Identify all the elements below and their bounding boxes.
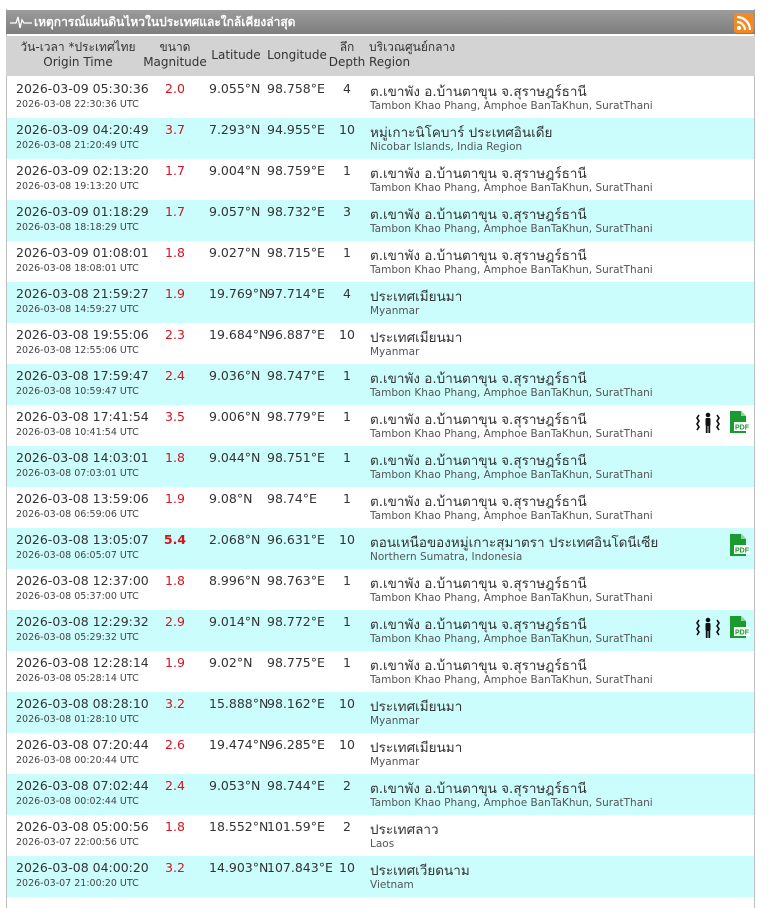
origin-time-utc: 2026-03-08 00:02:44 UTC — [16, 796, 139, 807]
table-row[interactable] — [7, 569, 754, 610]
depth-value: 1 — [343, 614, 351, 629]
felt-report-icon[interactable] — [695, 412, 721, 438]
table-row[interactable] — [7, 323, 754, 364]
depth-value: 4 — [343, 81, 351, 96]
region-english: Tambon Khao Phang, Amphoe BanTaKhun, SuratThani — [370, 510, 653, 522]
table-row[interactable] — [7, 610, 754, 651]
region-thai[interactable]: ประเทศเมียนมา — [370, 330, 463, 346]
magnitude-value: 1.9 — [165, 655, 185, 670]
panel-title: เหตุการณ์แผ่นดินไหวในประเทศและใกล้เคียงล่าสุด — [34, 15, 296, 29]
longitude-value: 98.772°E — [267, 614, 325, 629]
region-thai[interactable]: ประเทศเมียนมา — [370, 699, 463, 715]
col-latitude[interactable]: Latitude — [211, 48, 261, 62]
region-thai[interactable]: ต.เขาพัง อ.บ้านตาขุน จ.สุราษฎร์ธานี — [370, 494, 587, 510]
latitude-value: 9.044°N — [209, 450, 261, 465]
origin-time-utc: 2026-03-08 01:28:10 UTC — [16, 714, 139, 725]
col-longitude[interactable]: Longitude — [267, 48, 327, 62]
col-depth[interactable]: ลึก Depth — [328, 40, 366, 69]
origin-time-utc: 2026-03-08 07:03:01 UTC — [16, 468, 139, 479]
longitude-value: 107.843°E — [267, 860, 333, 875]
table-row[interactable] — [7, 733, 754, 774]
origin-time-local: 2026-03-08 13:59:06 — [16, 491, 149, 506]
region-thai[interactable]: ต.เขาพัง อ.บ้านตาขุน จ.สุราษฎร์ธานี — [370, 207, 587, 223]
origin-time-utc: 2026-03-08 10:41:54 UTC — [16, 427, 139, 438]
table-row[interactable] — [7, 405, 754, 446]
magnitude-value: 2.0 — [165, 81, 185, 96]
origin-time-utc: 2026-03-08 00:20:44 UTC — [16, 755, 139, 766]
origin-time-local: 2026-03-09 04:20:49 — [16, 122, 149, 137]
table-row[interactable] — [7, 282, 754, 323]
region-english: Tambon Khao Phang, Amphoe BanTaKhun, SuratThani — [370, 428, 653, 440]
region-thai[interactable]: ประเทศเมียนมา — [370, 289, 463, 305]
latitude-value: 18.552°N — [209, 819, 269, 834]
origin-time-local: 2026-03-08 21:59:27 — [16, 286, 149, 301]
origin-time-utc: 2026-03-08 05:28:14 UTC — [16, 673, 139, 684]
depth-value: 10 — [339, 122, 355, 137]
magnitude-value: 2.3 — [165, 327, 185, 342]
rss-icon[interactable] — [734, 13, 754, 33]
depth-value: 10 — [339, 532, 355, 547]
table-row[interactable] — [7, 446, 754, 487]
magnitude-value: 1.9 — [165, 286, 185, 301]
table-row[interactable] — [7, 487, 754, 528]
origin-time-utc: 2026-03-08 06:59:06 UTC — [16, 509, 139, 520]
region-thai[interactable]: ต.เขาพัง อ.บ้านตาขุน จ.สุราษฎร์ธานี — [370, 658, 587, 674]
region-thai[interactable]: ต.เขาพัง อ.บ้านตาขุน จ.สุราษฎร์ธานี — [370, 453, 587, 469]
depth-value: 1 — [343, 409, 351, 424]
origin-time-local: 2026-03-08 13:05:07 — [16, 532, 149, 547]
col-magnitude[interactable]: ขนาด Magnitude — [143, 40, 207, 69]
origin-time-utc: 2026-03-08 06:05:07 UTC — [16, 550, 139, 561]
table-row[interactable] — [7, 692, 754, 733]
col-region[interactable]: บริเวณศูนย์กลาง Region — [369, 40, 456, 69]
region-thai[interactable]: ต.เขาพัง อ.บ้านตาขุน จ.สุราษฎร์ธานี — [370, 166, 587, 182]
longitude-value: 98.74°E — [267, 491, 317, 506]
longitude-value: 98.775°E — [267, 655, 325, 670]
table-row[interactable] — [7, 77, 754, 118]
table-row[interactable] — [7, 528, 754, 569]
longitude-value: 98.715°E — [267, 245, 325, 260]
region-thai[interactable]: ประเทศเมียนมา — [370, 740, 463, 756]
depth-value: 10 — [339, 327, 355, 342]
longitude-value: 98.162°E — [267, 696, 325, 711]
origin-time-local: 2026-03-08 04:00:20 — [16, 860, 149, 875]
latitude-value: 19.769°N — [209, 286, 269, 301]
latitude-value: 19.474°N — [209, 737, 269, 752]
origin-time-utc: 2026-03-08 12:55:06 UTC — [16, 345, 139, 356]
origin-time-local: 2026-03-08 12:29:32 — [16, 614, 149, 629]
origin-time-utc: 2026-03-08 10:59:47 UTC — [16, 386, 139, 397]
depth-value: 1 — [343, 450, 351, 465]
longitude-value: 98.759°E — [267, 163, 325, 178]
region-english: Myanmar — [370, 346, 420, 358]
origin-time-local: 2026-03-08 19:55:06 — [16, 327, 149, 342]
longitude-value: 98.747°E — [267, 368, 325, 383]
region-english: Vietnam — [370, 879, 414, 891]
latitude-value: 9.08°N — [209, 491, 253, 506]
origin-time-utc: 2026-03-08 22:30:36 UTC — [16, 99, 139, 110]
latitude-value: 9.006°N — [209, 409, 261, 424]
origin-time-utc: 2026-03-08 05:37:00 UTC — [16, 591, 139, 602]
origin-time-local: 2026-03-08 17:59:47 — [16, 368, 149, 383]
origin-time-local: 2026-03-09 01:08:01 — [16, 245, 149, 260]
magnitude-value: 1.8 — [165, 573, 185, 588]
seismograph-icon — [10, 14, 32, 30]
origin-time-utc: 2026-03-08 14:59:27 UTC — [16, 304, 139, 315]
region-thai[interactable]: หมู่เกาะนิโคบาร์ ประเทศอินเดีย — [370, 125, 553, 141]
region-english: Tambon Khao Phang, Amphoe BanTaKhun, SuratThani — [370, 182, 653, 194]
latitude-value: 9.057°N — [209, 204, 261, 219]
svg-text:PDF: PDF — [735, 547, 749, 555]
longitude-value: 98.779°E — [267, 409, 325, 424]
pdf-icon[interactable] — [728, 533, 750, 561]
panel-titlebar — [6, 10, 755, 34]
pdf-icon[interactable] — [728, 615, 750, 643]
table-row[interactable] — [7, 118, 754, 159]
depth-value: 1 — [343, 163, 351, 178]
latitude-value: 9.02°N — [209, 655, 253, 670]
region-thai[interactable]: ต.เขาพัง อ.บ้านตาขุน จ.สุราษฎร์ธานี — [370, 617, 587, 633]
region-thai[interactable]: ต.เขาพัง อ.บ้านตาขุน จ.สุราษฎร์ธานี — [370, 248, 587, 264]
table-row[interactable] — [7, 364, 754, 405]
svg-text:PDF: PDF — [735, 629, 749, 637]
region-english: Tambon Khao Phang, Amphoe BanTaKhun, SuratThani — [370, 469, 653, 481]
longitude-value: 98.744°E — [267, 778, 325, 793]
origin-time-local: 2026-03-08 12:28:14 — [16, 655, 149, 670]
longitude-value: 97.714°E — [267, 286, 325, 301]
region-thai[interactable]: ต.เขาพัง อ.บ้านตาขุน จ.สุราษฎร์ธานี — [370, 576, 587, 592]
origin-time-local: 2026-03-09 05:30:36 — [16, 81, 149, 96]
table-row[interactable] — [7, 774, 754, 815]
region-english: Nicobar Islands, India Region — [370, 141, 523, 153]
table-header — [6, 36, 755, 76]
depth-value: 1 — [343, 655, 351, 670]
depth-value: 10 — [339, 737, 355, 752]
depth-value: 4 — [343, 286, 351, 301]
magnitude-value: 1.8 — [165, 819, 185, 834]
latitude-value: 9.004°N — [209, 163, 261, 178]
depth-value: 1 — [343, 573, 351, 588]
origin-time-local: 2026-03-08 12:37:00 — [16, 573, 149, 588]
region-english: Tambon Khao Phang, Amphoe BanTaKhun, SuratThani — [370, 592, 653, 604]
origin-time-utc: 2026-03-08 18:08:01 UTC — [16, 263, 139, 274]
table-row[interactable] — [7, 856, 754, 897]
magnitude-value: 1.8 — [165, 450, 185, 465]
latitude-value: 8.996°N — [209, 573, 261, 588]
depth-value: 3 — [343, 204, 351, 219]
table-row[interactable] — [7, 200, 754, 241]
magnitude-value: 3.2 — [165, 860, 185, 875]
depth-value: 1 — [343, 368, 351, 383]
region-english: Northern Sumatra, Indonesia — [370, 551, 523, 563]
region-english: Tambon Khao Phang, Amphoe BanTaKhun, SuratThani — [370, 797, 653, 809]
origin-time-local: 2026-03-08 07:02:44 — [16, 778, 149, 793]
region-english: Myanmar — [370, 305, 420, 317]
region-english: Laos — [370, 838, 395, 850]
origin-time-utc: 2026-03-07 22:00:56 UTC — [16, 837, 139, 848]
origin-time-utc: 2026-03-07 21:00:20 UTC — [16, 878, 139, 889]
latitude-value: 9.055°N — [209, 81, 261, 96]
latitude-value: 2.068°N — [209, 532, 261, 547]
depth-value: 10 — [339, 860, 355, 875]
magnitude-value: 5.4 — [163, 532, 187, 547]
depth-value: 10 — [339, 696, 355, 711]
origin-time-local: 2026-03-08 08:28:10 — [16, 696, 149, 711]
region-thai[interactable]: ต.เขาพัง อ.บ้านตาขุน จ.สุราษฎร์ธานี — [370, 84, 587, 100]
region-thai[interactable]: ประเทศลาว — [370, 822, 439, 838]
depth-value: 2 — [343, 778, 351, 793]
longitude-value: 98.758°E — [267, 81, 325, 96]
magnitude-value: 1.9 — [165, 491, 185, 506]
longitude-value: 98.763°E — [267, 573, 325, 588]
table-row[interactable] — [7, 815, 754, 856]
region-thai[interactable]: ต.เขาพัง อ.บ้านตาขุน จ.สุราษฎร์ธานี — [370, 371, 587, 387]
region-english: Tambon Khao Phang, Amphoe BanTaKhun, SuratThani — [370, 264, 653, 276]
table-row[interactable] — [7, 651, 754, 692]
magnitude-value: 2.4 — [165, 778, 185, 793]
longitude-value: 98.751°E — [267, 450, 325, 465]
col-origin-time[interactable]: วัน-เวลา *ประเทศไทย Origin Time — [20, 40, 136, 69]
origin-time-local: 2026-03-08 07:20:44 — [16, 737, 149, 752]
origin-time-local: 2026-03-09 01:18:29 — [16, 204, 149, 219]
origin-time-utc: 2026-03-08 05:29:32 UTC — [16, 632, 139, 643]
region-english: Tambon Khao Phang, Amphoe BanTaKhun, SuratThani — [370, 633, 653, 645]
magnitude-value: 3.2 — [165, 696, 185, 711]
origin-time-local: 2026-03-08 17:41:54 — [16, 409, 149, 424]
region-thai[interactable]: ตอนเหนือของหมู่เกาะสุมาตรา ประเทศอินโดนีเซีย — [370, 535, 659, 551]
magnitude-value: 3.7 — [165, 122, 185, 137]
latitude-value: 9.053°N — [209, 778, 261, 793]
magnitude-value: 1.7 — [165, 204, 185, 219]
origin-time-local: 2026-03-08 05:00:56 — [16, 819, 149, 834]
region-english: Tambon Khao Phang, Amphoe BanTaKhun, SuratThani — [370, 100, 653, 112]
table-row[interactable] — [7, 159, 754, 200]
longitude-value: 94.955°E — [267, 122, 325, 137]
origin-time-local: 2026-03-08 14:03:01 — [16, 450, 149, 465]
origin-time-local: 2026-03-09 02:13:20 — [16, 163, 149, 178]
latitude-value: 15.888°N — [209, 696, 269, 711]
svg-text:PDF: PDF — [735, 424, 749, 432]
region-english: Myanmar — [370, 715, 420, 727]
depth-value: 2 — [343, 819, 351, 834]
origin-time-utc: 2026-03-08 19:13:20 UTC — [16, 181, 139, 192]
magnitude-value: 3.5 — [165, 409, 185, 424]
region-english: Tambon Khao Phang, Amphoe BanTaKhun, SuratThani — [370, 674, 653, 686]
magnitude-value: 1.8 — [165, 245, 185, 260]
region-thai[interactable]: ต.เขาพัง อ.บ้านตาขุน จ.สุราษฎร์ธานี — [370, 781, 587, 797]
region-english: Tambon Khao Phang, Amphoe BanTaKhun, SuratThani — [370, 387, 653, 399]
region-english: Myanmar — [370, 756, 420, 768]
pdf-icon[interactable] — [728, 410, 750, 438]
latitude-value: 19.684°N — [209, 327, 269, 342]
origin-time-utc: 2026-03-08 21:20:49 UTC — [16, 140, 139, 151]
latitude-value: 9.027°N — [209, 245, 261, 260]
longitude-value: 96.631°E — [267, 532, 325, 547]
table-row[interactable] — [7, 241, 754, 282]
depth-value: 1 — [343, 245, 351, 260]
latitude-value: 7.293°N — [209, 122, 261, 137]
longitude-value: 96.887°E — [267, 327, 325, 342]
region-english: Tambon Khao Phang, Amphoe BanTaKhun, SuratThani — [370, 223, 653, 235]
latitude-value: 9.036°N — [209, 368, 261, 383]
longitude-value: 98.732°E — [267, 204, 325, 219]
magnitude-value: 2.9 — [165, 614, 185, 629]
region-thai[interactable]: ประเทศเวียดนาม — [370, 863, 470, 879]
magnitude-value: 2.4 — [165, 368, 185, 383]
latitude-value: 9.014°N — [209, 614, 261, 629]
region-thai[interactable]: ต.เขาพัง อ.บ้านตาขุน จ.สุราษฎร์ธานี — [370, 412, 587, 428]
longitude-value: 96.285°E — [267, 737, 325, 752]
longitude-value: 101.59°E — [267, 819, 325, 834]
magnitude-value: 1.7 — [165, 163, 185, 178]
depth-value: 1 — [343, 491, 351, 506]
magnitude-value: 2.6 — [165, 737, 185, 752]
origin-time-utc: 2026-03-08 18:18:29 UTC — [16, 222, 139, 233]
latitude-value: 14.903°N — [209, 860, 269, 875]
felt-report-icon[interactable] — [695, 617, 721, 643]
